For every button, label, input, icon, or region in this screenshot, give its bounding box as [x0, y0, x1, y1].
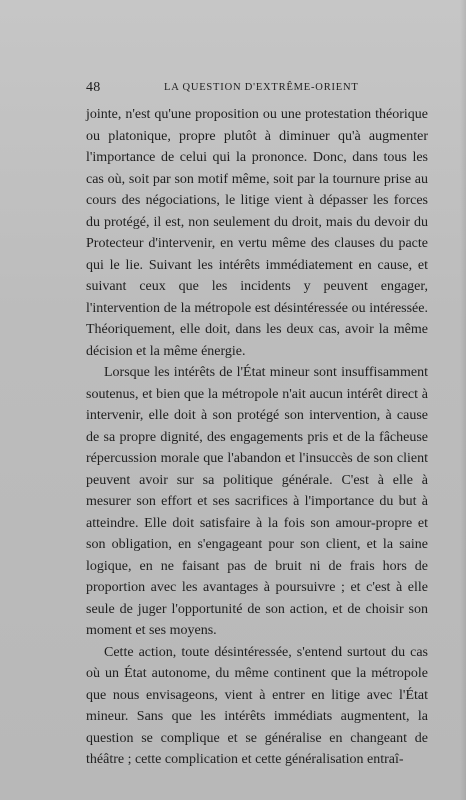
- paragraph: Cette action, toute désintéressée, s'entend surtout du cas où un État autonome, du même continent que la métropole que nous envisageons, vient à entrer en litige avec l'État mineur. Sans que les intérêts immédiats augmentent, la question se complique et se généralise en changeant de théâtre ; cette complication et cette généralisation entraî-: [86, 644, 428, 767]
- page-number: 48: [86, 80, 101, 95]
- paragraph: Lorsque les intérêts de l'État mineur sont insuffisamment soutenus, et bien que la métropole n'ait aucun intérêt direct à intervenir, elle doit à son protégé son intervention, à cause de sa propre dignité, des engagements pris et de la fâcheuse répercussion morale que l'abandon et l'insuccès de son client peuvent avoir sur sa politique générale. C'est à elle à mesurer son effort et ses sacrifices à l'importance du but à atteindre. Elle doit satisfaire à la fois son amour-propre et son obligation, en s'engageant pour son client, et la saine logique, en ne faisant pas de bruit ni de frais hors de proportion avec les avantages à poursuivre ; et c'est à elle seule de juger l'opportunité de son action, et de choisir son moment et ses moyens.: [86, 365, 428, 638]
- page-edge-shadow: [460, 0, 466, 800]
- page-body: [86, 104, 428, 771]
- running-title: LA QUESTION D'EXTRÊME-ORIENT: [164, 82, 359, 93]
- paragraph-continued: jointe, n'est qu'une proposition ou une protestation théorique ou platonique, propre plutôt à diminuer qu'à augmenter l'importance de celui qui la prononce. Donc, dans tous les cas où, soit par son motif même, soit par la tournure prise au cours des négociations, le litige vient à dépasser les forces du protégé, il est, non seulement du droit, mais du devoir du Protecteur d'intervenir, en vertu même des clauses du pacte qui le lie. Suivant les intérêts immédiatement en cause, et suivant ceux que les incidents y peuvent engager, l'intervention de la métropole est désintéressée ou intéressée. Théoriquement, elle doit, dans les deux cas, avoir la même décision et la même énergie.: [86, 107, 428, 359]
- page-header: [86, 80, 430, 98]
